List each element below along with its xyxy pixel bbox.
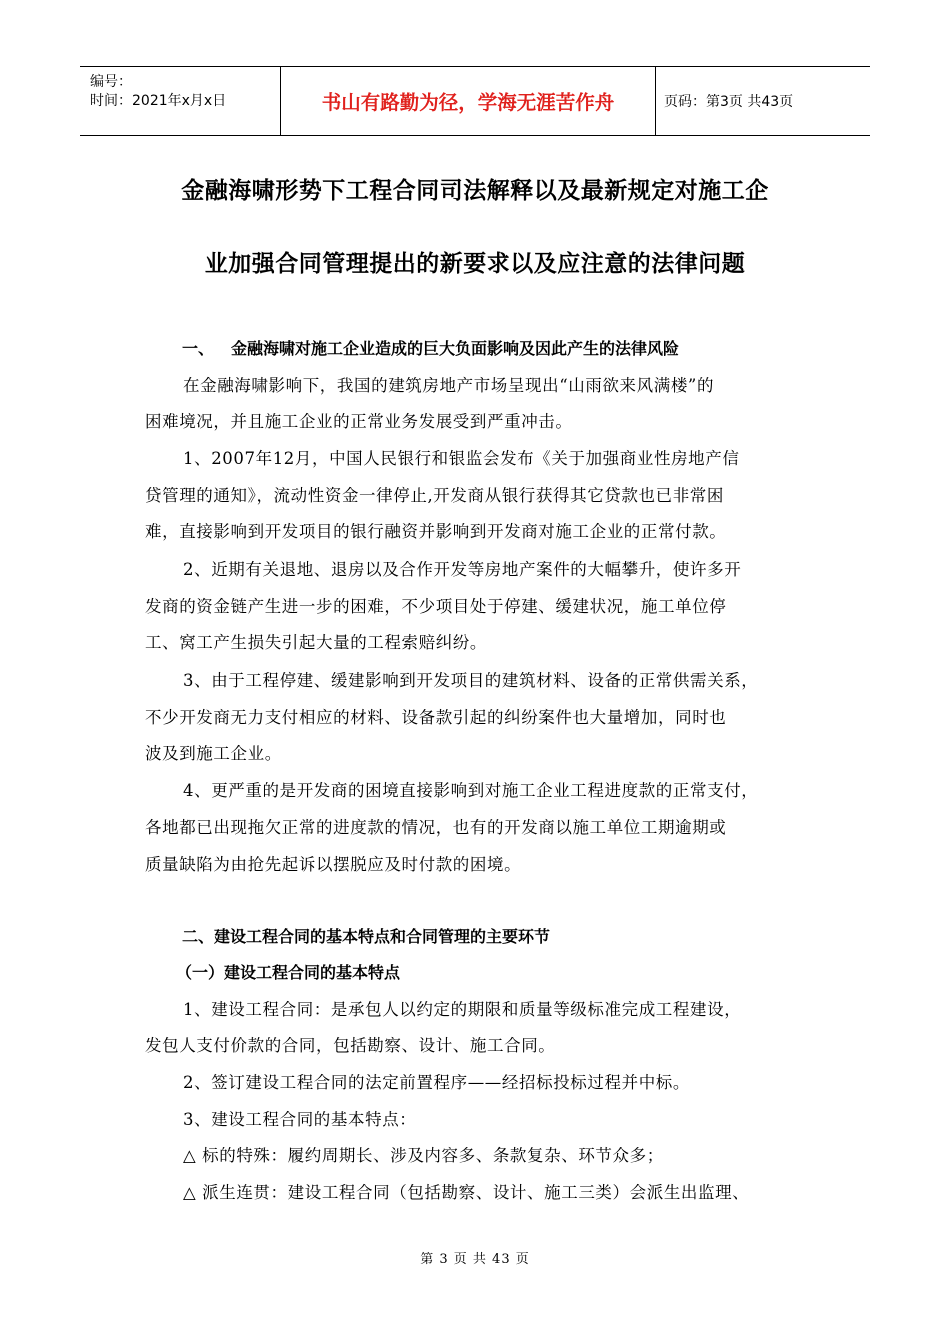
section-1-number: 一、 [182, 339, 215, 358]
body-line: 2、近期有关退地、退房以及合作开发等房地产案件的大幅攀升，使许多开 [183, 560, 742, 579]
header-page-info: 页码：第3页 共43页 [664, 94, 794, 110]
body-line: 困难境况，并且施工企业的正常业务发展受到严重冲击。 [145, 412, 573, 431]
document-number-label: 编号： [90, 74, 132, 90]
section-1-heading: 金融海啸对施工企业造成的巨大负面影响及因此产生的法律风险 [231, 339, 680, 358]
body-line: 4、更严重的是开发商的困境直接影响到对施工企业工程进度款的正常支付， [183, 781, 759, 800]
document-date-label: 时间：2021年x月x日 [90, 93, 227, 109]
body-line: 3、建设工程合同的基本特点： [183, 1110, 417, 1129]
section-2-heading: 二、建设工程合同的基本特点和合同管理的主要环节 [182, 927, 551, 946]
section-2-subheading: （一）建设工程合同的基本特点 [176, 963, 401, 982]
body-line: 不少开发商无力支付相应的材料、设备款引起的纠纷案件也大量增加，同时也 [145, 708, 727, 727]
body-line: 2、签订建设工程合同的法定前置程序——经招标投标过程并中标。 [183, 1073, 690, 1092]
body-line: 发商的资金链产生进一步的困难，不少项目处于停建、缓建状况，施工单位停 [145, 597, 727, 616]
body-line: 1、2007年12月，中国人民银行和银监会发布《关于加强商业性房地产信 [183, 449, 740, 468]
body-line: △ 标的特殊：履约周期长、涉及内容多、条款复杂、环节众多； [183, 1146, 664, 1165]
header-meta [80, 67, 281, 135]
body-line: 各地都已出现拖欠正常的进度款的情况，也有的开发商以施工单位工期逾期或 [145, 818, 727, 837]
body-line: 波及到施工企业。 [145, 744, 282, 763]
body-line: 工、窝工产生损失引起大量的工程索赔纠纷。 [145, 633, 487, 652]
body-line: 贷管理的通知》，流动性资金一律停止,开发商从银行获得其它贷款也已非常困 [145, 486, 724, 505]
body-line: 质量缺陷为由抢先起诉以摆脱应及时付款的困境。 [145, 855, 522, 874]
body-line: 1、建设工程合同：是承包人以约定的期限和质量等级标准完成工程建设， [183, 1000, 742, 1019]
header-motto: 书山有路勤为径，学海无涯苦作舟 [281, 67, 656, 135]
document-title-line-2: 业加强合同管理提出的新要求以及应注意的法律问题 [204, 251, 746, 277]
body-line: 难，直接影响到开发项目的银行融资并影响到开发商对施工企业的正常付款。 [145, 522, 727, 541]
document-title-line-1: 金融海啸形势下工程合同司法解释以及最新规定对施工企 [181, 178, 769, 204]
page-footer: 第 3 页 共 43 页 [420, 1252, 530, 1267]
page-header [80, 66, 870, 136]
body-line: 3、由于工程停建、缓建影响到开发项目的建筑材料、设备的正常供需关系， [183, 671, 759, 690]
body-line: △ 派生连贯：建设工程合同（包括勘察、设计、施工三类）会派生出监理、 [183, 1183, 750, 1202]
body-line: 发包人支付价款的合同，包括勘察、设计、施工合同。 [145, 1036, 556, 1055]
body-line: 在金融海啸影响下，我国的建筑房地产市场呈现出“山雨欲来风满楼”的 [183, 376, 715, 395]
